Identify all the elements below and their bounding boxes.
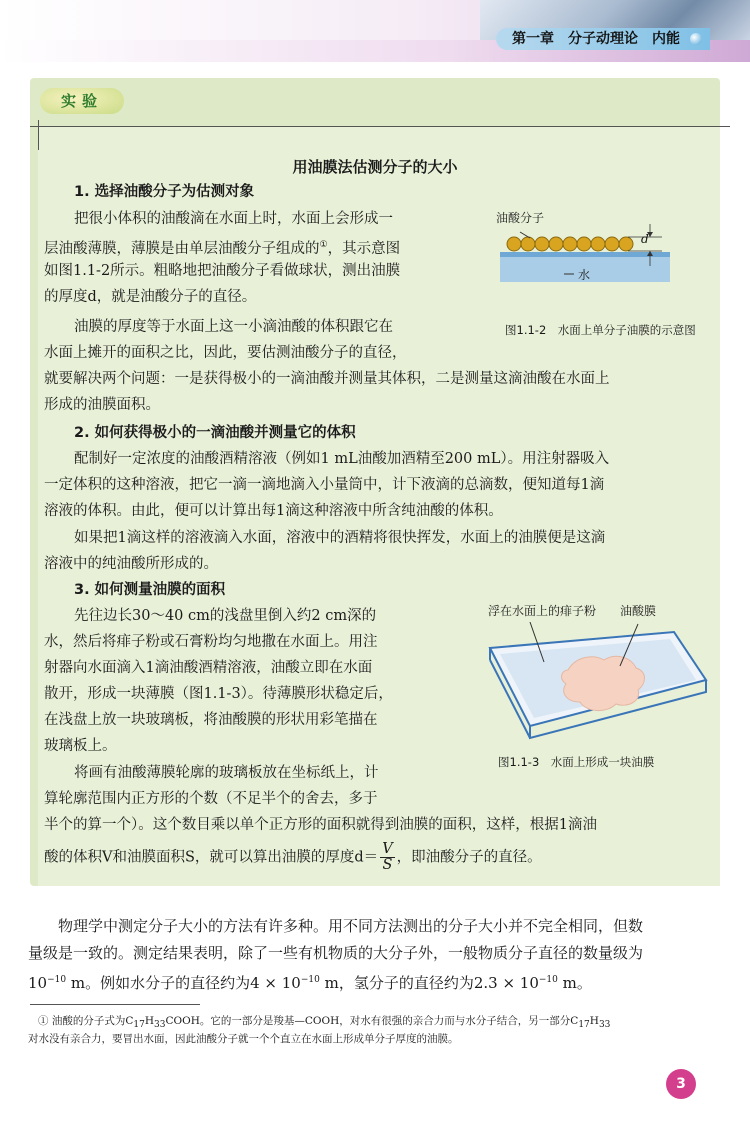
paragraph-line: 如果把1滴这样的溶液滴入水面，溶液中的酒精将很快挥发，水面上的油膜便是这滴 (74, 530, 606, 546)
paragraph-line: 的厚度d，就是油酸分子的直径。 (44, 289, 257, 305)
paragraph-line: 水面上摊开的面积之比，因此，要估测油酸分子的直径， (44, 345, 407, 361)
paragraph-line: 形成的油膜面积。 (44, 397, 160, 413)
tray-figure (470, 622, 720, 750)
oil-molecules (507, 237, 633, 251)
bullet-icon (690, 33, 702, 45)
footnote-marker: ① (319, 240, 328, 250)
pointer-line (520, 232, 530, 238)
chapter-title: 第一章 分子动理论 内能 (496, 28, 710, 50)
experiment-title: 用油膜法估测分子的大小 (292, 158, 458, 176)
water-label: 水 (578, 268, 591, 282)
page-number: 3 (666, 1069, 696, 1099)
corner-mark (38, 120, 39, 150)
thickness-formula: $\frac{V}{S}$ (382, 841, 393, 873)
paragraph-line: 半个的算一个）。这个数目乘以单个正方形的面积就得到油膜的面积，这样，根据1滴油 (44, 817, 597, 833)
experiment-tag: 实验 (40, 88, 124, 114)
paragraph-line: 就要解决两个问题：一是获得极小的一滴油酸并测量其体积，二是测量这滴油酸在水面上 (44, 371, 610, 387)
paragraph-line: 将画有油酸薄膜轮廓的玻璃板放在坐标纸上，计 (74, 765, 379, 781)
footnote-line: 对水没有亲合力，要冒出水面，因此油酸分子就一个个直立在水面上形成单分子厚度的油膜。 (28, 1033, 459, 1045)
paragraph-line: 溶液的体积。由此，便可以计算出每1滴这种溶液中所含纯油酸的体积。 (44, 503, 503, 519)
paragraph-line: 玻璃板上。 (44, 738, 117, 754)
paragraph-line: 先往边长30～40 cm的浅盘里倒入约2 cm深的 (74, 608, 377, 624)
divider-line (30, 126, 730, 127)
section-3-heading: 3. 如何测量油膜的面积 (74, 582, 226, 598)
section-1-heading: 1. 选择油酸分子为估测对象 (74, 184, 255, 200)
figure-caption: 图1.1-3 水面上形成一块油膜 (498, 755, 655, 769)
figure-caption: 图1.1-2 水面上单分子油膜的示意图 (505, 323, 696, 337)
footnote-divider (30, 1004, 200, 1005)
molecule-label: 油酸分子 (496, 211, 545, 225)
paragraph-line: 算轮廓范围内正方形的个数（不足半个的舍去，多于 (44, 791, 378, 807)
film-label: 油酸膜 (620, 604, 657, 618)
paragraph-line: 散开，形成一块薄膜（图1.1-3）。待薄膜形状稳定后， (44, 686, 393, 702)
paragraph-line: 射器向水面滴入1滴油酸酒精溶液，油酸立即在水面 (44, 660, 373, 676)
powder-label: 浮在水面上的痱子粉 (488, 604, 597, 618)
water-surface (500, 252, 670, 257)
body-paragraph-line: 物理学中测定分子大小的方法有许多种。用不同方法测出的分子大小并不完全相同，但数 (58, 917, 644, 935)
body-paragraph-line: 量级是一致的。测定结果表明，除了一些有机物质的大分子外，一般物质分子直径的数量级为 (28, 944, 644, 962)
body-paragraph-line: $10^{-10}$ m。例如水分子的直径约为$4 \times 10^{-10}$ m，氢分子的直径约为$2.3 \times 10^{-10}$ m。 (28, 974, 592, 992)
paragraph-line: 如图1.1-2所示。粗略地把油酸分子看做球状，测出油膜 (44, 263, 401, 279)
footnote-line: ① 油酸的分子式为$C_{17}H_{33}COOH$。它的一部分是羧基—COOH，对水有很强的亲合力而与水分子结合，另一部分$C_{17}H_{33}$ (38, 1015, 611, 1031)
paragraph-line: 油膜的厚度等于水面上这一小滴油酸的体积跟它在 (74, 319, 393, 335)
thickness-label: d (641, 232, 649, 246)
paragraph-line: 水，然后将痱子粉或石膏粉均匀地撒在水面上。用注 (44, 634, 378, 650)
formula-line: 酸的体积V和油膜面积S，就可以算出油膜的厚度d＝ $\frac{V}{S}$ ，即油酸分子的直径。 (44, 841, 542, 873)
paragraph-line: 在浅盘上放一块玻璃板，将油酸膜的形状用彩笔描在 (44, 712, 378, 728)
paragraph-line: 溶液中的纯油酸所形成的。 (44, 556, 218, 572)
paragraph-line: 把很小体积的油酸滴在水面上时，水面上会形成一 (74, 211, 393, 227)
paragraph-line: 配制好一定浓度的油酸酒精溶液（例如1 mL油酸加酒精至200 mL）。用注射器吸入 (74, 451, 610, 467)
paragraph-line: 层油酸薄膜，薄膜是由单层油酸分子组成的①，其示意图 (44, 240, 401, 257)
section-2-heading: 2. 如何获得极小的一滴油酸并测量它的体积 (74, 425, 356, 441)
paragraph-line: 一定体积的这种溶液，把它一滴一滴地滴入小量筒中，计下液滴的总滴数，便知道每1滴 (44, 477, 605, 493)
